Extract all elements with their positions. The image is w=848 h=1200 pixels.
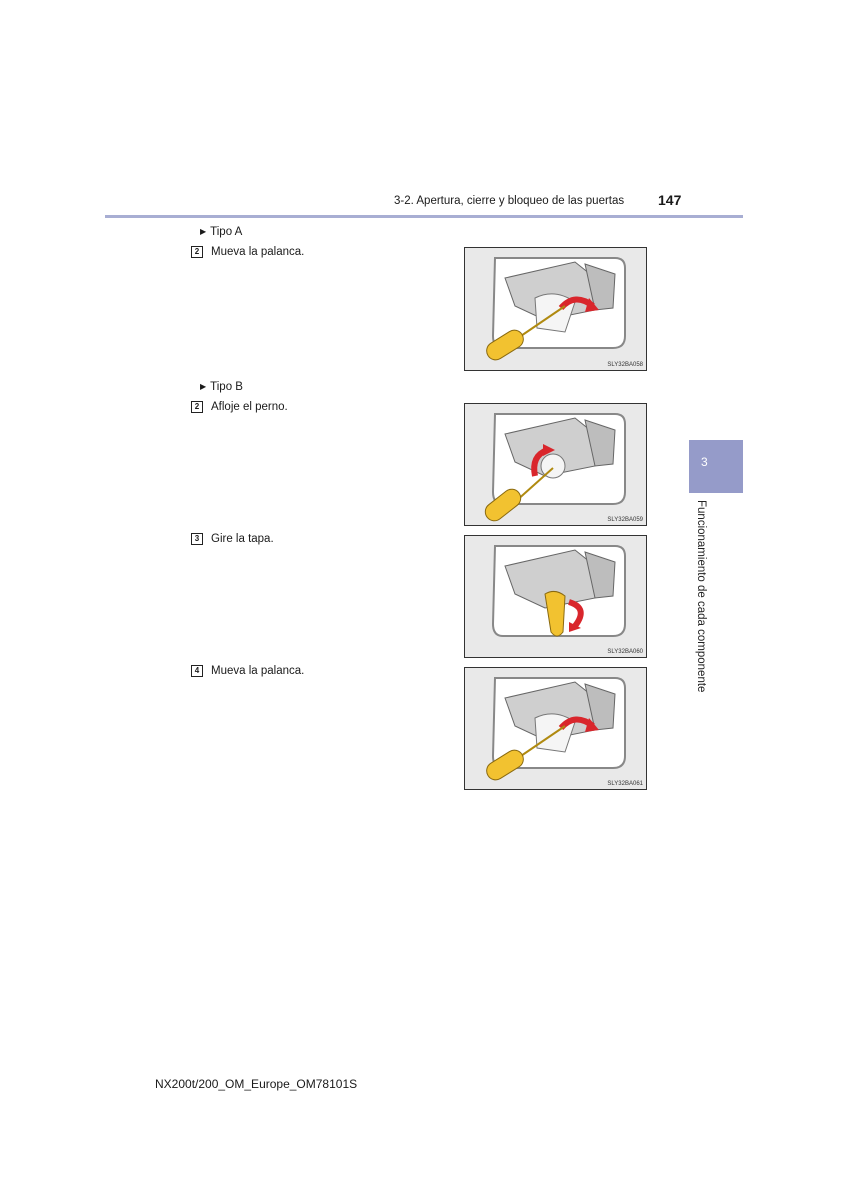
illustration-lever xyxy=(465,668,646,789)
step-number: 2 xyxy=(191,401,203,413)
page-number: 147 xyxy=(658,192,682,208)
figure-code: SLY32BA058 xyxy=(607,362,643,368)
step-b-3 xyxy=(191,533,274,545)
chapter-number: 3 xyxy=(701,455,708,469)
step-a-2 xyxy=(191,246,304,258)
type-label-text: Tipo A xyxy=(210,226,243,238)
triangle-bullet-icon: ▶ xyxy=(200,227,207,236)
figure-turn-cover xyxy=(464,535,647,658)
figure-code: SLY32BA059 xyxy=(607,517,643,523)
step-text: Gire la tapa. xyxy=(211,533,274,545)
step-b-4 xyxy=(191,665,304,677)
type-label-a xyxy=(200,226,242,238)
figure-move-lever-b xyxy=(464,667,647,790)
step-number: 3 xyxy=(191,533,203,545)
step-b-2 xyxy=(191,401,288,413)
illustration-cover xyxy=(465,536,646,657)
chapter-title: Funcionamiento de cada componente xyxy=(695,500,707,693)
figure-code: SLY32BA060 xyxy=(607,649,643,655)
figure-move-lever-a xyxy=(464,247,647,371)
type-label-b xyxy=(200,381,243,393)
step-number: 2 xyxy=(191,246,203,258)
illustration-bolt xyxy=(465,404,646,525)
step-text: Mueva la palanca. xyxy=(211,665,305,677)
figure-loosen-bolt xyxy=(464,403,647,526)
figure-code: SLY32BA061 xyxy=(607,781,643,787)
footer-doc-code: NX200t/200_OM_Europe_OM78101S xyxy=(155,1077,358,1091)
header-rule xyxy=(105,215,743,218)
running-header-section: 3-2. Apertura, cierre y bloqueo de las puertas xyxy=(394,195,625,207)
triangle-bullet-icon: ▶ xyxy=(200,382,207,391)
chapter-tab[interactable] xyxy=(689,440,743,493)
step-number: 4 xyxy=(191,665,203,677)
illustration-lever xyxy=(465,248,646,370)
step-text: Afloje el perno. xyxy=(211,401,288,413)
type-label-text: Tipo B xyxy=(210,381,243,393)
step-text: Mueva la palanca. xyxy=(211,246,305,258)
